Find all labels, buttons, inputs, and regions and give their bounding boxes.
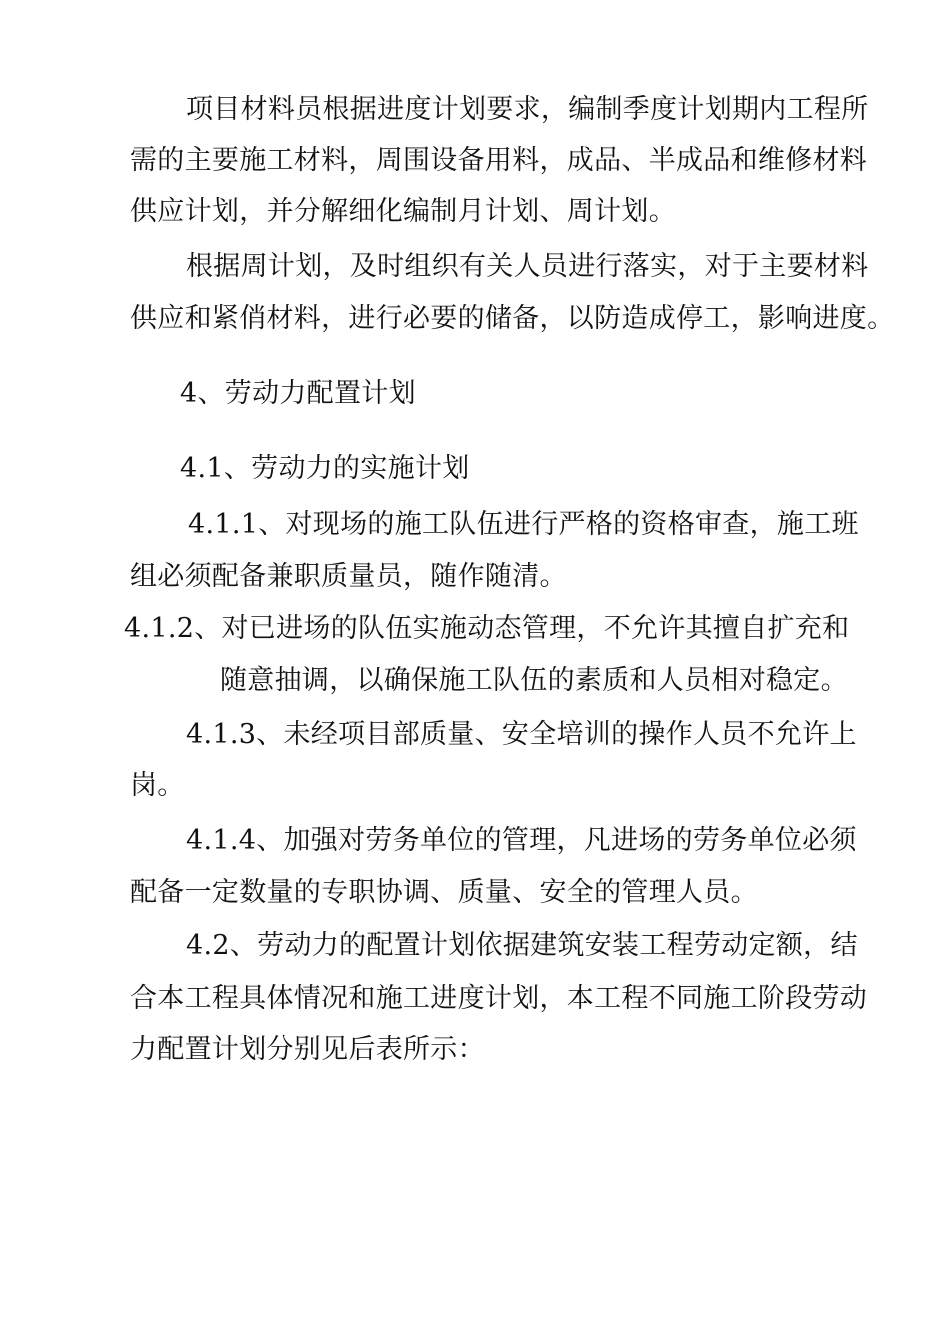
text-line: 4.1.4、加强对劳务单位的管理，凡进场的劳务单位必须 — [186, 825, 857, 856]
text-line: 合本工程具体情况和施工进度计划，本工程不同施工阶段劳动 — [130, 983, 868, 1014]
text-line: 4.1.1、对现场的施工队伍进行严格的资格审查，施工班 — [188, 509, 859, 540]
text-line: 随意抽调，以确保施工队伍的素质和人员相对稳定。 — [220, 665, 848, 696]
text-line: 4.1.3、未经项目部质量、安全培训的操作人员不允许上 — [186, 719, 857, 750]
text-line: 4.2、劳动力的配置计划依据建筑安装工程劳动定额，结 — [186, 930, 858, 961]
text-line: 供应计划，并分解细化编制月计划、周计划。 — [130, 196, 676, 227]
text-line: 4.1.2、对已进场的队伍实施动态管理，不允许其擅自扩充和 — [124, 613, 850, 644]
text-line: 岗。 — [130, 770, 185, 801]
section-heading-4: 4、劳动力配置计划 — [180, 378, 416, 409]
text-line: 配备一定数量的专职协调、质量、安全的管理人员。 — [130, 877, 758, 908]
text-line: 根据周计划，及时组织有关人员进行落实，对于主要材料 — [186, 251, 869, 282]
text-line: 力配置计划分别见后表所示： — [130, 1034, 485, 1065]
text-line: 需的主要施工材料，周围设备用料，成品、半成品和维修材料 — [130, 145, 868, 176]
section-heading-4-1: 4.1、劳动力的实施计划 — [180, 453, 470, 484]
text-line: 组必须配备兼职质量员，随作随清。 — [130, 561, 567, 592]
text-line: 供应和紧俏材料，进行必要的储备，以防造成停工，影响进度。 — [130, 303, 895, 334]
text-line: 项目材料员根据进度计划要求，编制季度计划期内工程所 — [186, 94, 869, 125]
